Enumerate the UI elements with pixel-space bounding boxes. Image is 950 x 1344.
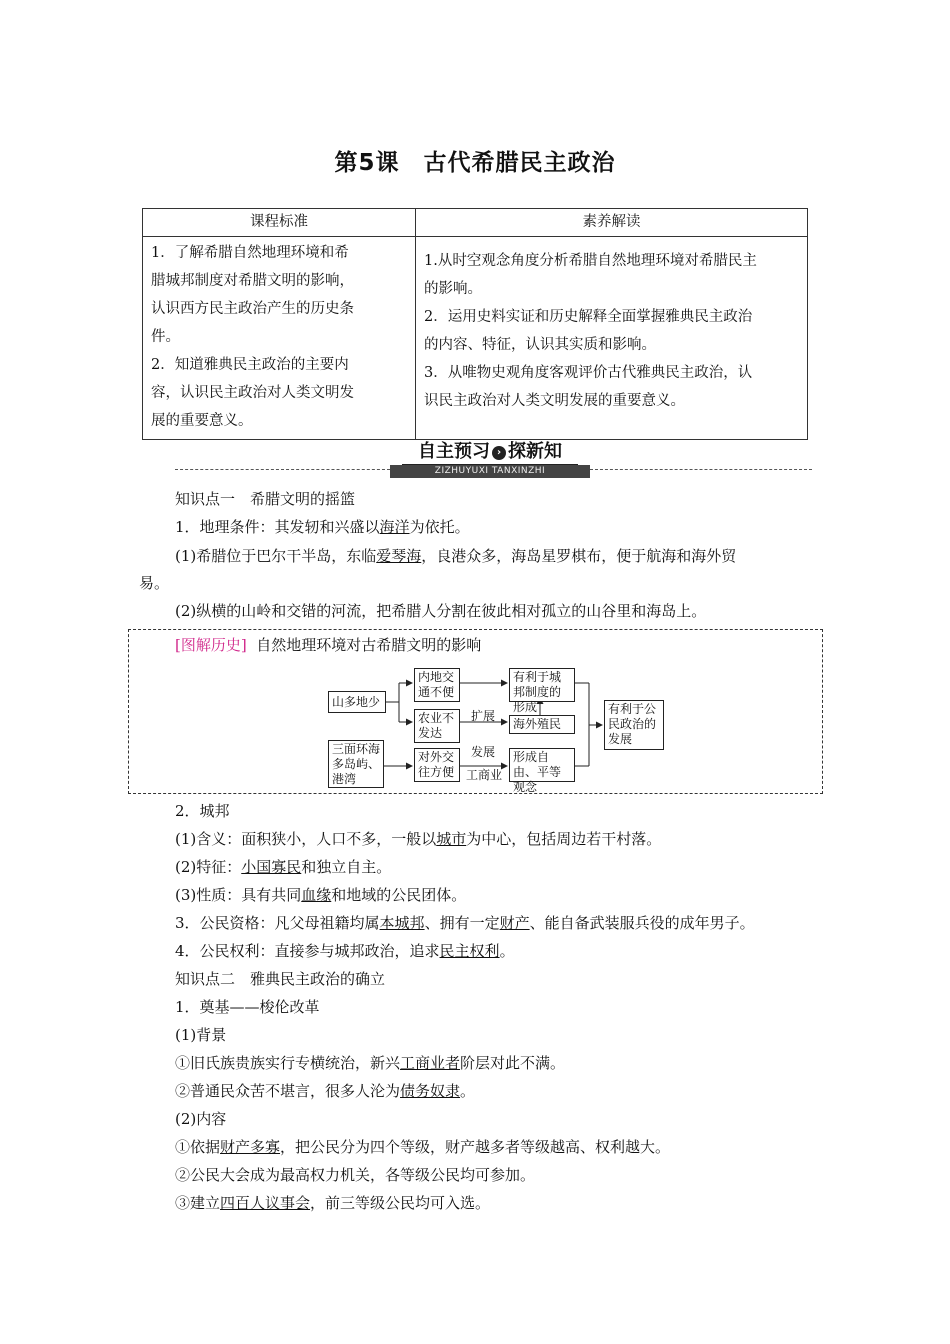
- diagram-tag: [图解历史]: [175, 636, 247, 654]
- section-heading: 2．城邦: [175, 802, 230, 820]
- key-term: 债务奴隶: [400, 1082, 461, 1100]
- node-democracy: 有利于公民政治的发展: [604, 700, 664, 750]
- standards-line: 件。: [151, 329, 180, 345]
- interpretation-line: 2．运用史料实证和历史解释全面掌握雅典民主政治: [424, 309, 753, 325]
- paragraph: 1．奠基——梭伦改革: [175, 998, 320, 1016]
- banner-divider-left: [175, 469, 390, 470]
- paragraph: (3)性质：具有共同血缘和地域的公民团体。: [175, 886, 467, 904]
- paragraph: (1)希腊位于巴尔干半岛，东临爱琴海，良港众多，海岛星罗棋布，便于航海和海外贸: [175, 547, 737, 565]
- node-freedom: 形成自由、平等观念: [509, 748, 575, 782]
- page-title: 第5课 古代希腊民主政治: [334, 150, 616, 176]
- standards-line: 容，认识民主政治对人类文明发: [151, 385, 354, 401]
- paragraph: ①旧氏族贵族实行专横统治，新兴工商业者阶层对此不满。: [175, 1054, 566, 1072]
- interpretation-line: 的内容、特征，认识其实质和影响。: [424, 337, 656, 353]
- table-header-standards: 课程标准: [143, 209, 416, 237]
- edge-label-expand: 扩展: [471, 709, 496, 723]
- edge-label-develop: 发展: [471, 745, 496, 759]
- edge-label-commerce: 工商业: [466, 768, 503, 782]
- standards-line: 1．了解希腊自然地理环境和希: [151, 245, 349, 261]
- node-colony: 海外殖民: [509, 715, 575, 734]
- paragraph: (1)含义：面积狭小，人口不多，一般以城市为中心，包括周边若干村落。: [175, 830, 662, 848]
- banner-right-text: 探新知: [508, 441, 562, 462]
- paragraph: 3．公民资格：凡父母祖籍均属本城邦、拥有一定财产、能自备武装服兵役的成年男子。: [175, 914, 755, 932]
- standards-line: 认识西方民主政治产生的历史条: [151, 301, 354, 317]
- key-term: 爱琴海: [376, 547, 422, 565]
- banner-left-text: 自主预习: [418, 441, 490, 462]
- table-header-interpretation: 素养解读: [416, 209, 808, 237]
- paragraph: ①依据财产多寡，把公民分为四个等级，财产越多者等级越高、权利越大。: [175, 1138, 671, 1156]
- node-inland-transport: 内地交通不便: [414, 668, 460, 702]
- node-city-state: 有利于城邦制度的形成: [509, 668, 575, 702]
- key-term: 工商业者: [400, 1054, 461, 1072]
- key-term: 财产多寡: [220, 1138, 281, 1156]
- standards-line: 展的重要意义。: [151, 413, 253, 429]
- paragraph: 4．公民权利：直接参与城邦政治，追求民主权利。: [175, 942, 515, 960]
- paragraph: ②公民大会成为最高权力机关，各等级公民均可参加。: [175, 1166, 536, 1184]
- key-term: 血缘: [301, 886, 332, 904]
- key-term: 四百人议事会: [220, 1194, 311, 1212]
- paragraph: (2)特征：小国寡民和独立自主。: [175, 858, 392, 876]
- key-term: 海洋: [379, 518, 410, 536]
- key-term: 本城邦: [379, 914, 425, 932]
- key-term: 民主权利: [439, 942, 500, 960]
- interpretation-line: 3．从唯物史观角度客观评价古代雅典民主政治，认: [424, 365, 753, 381]
- key-term: 财产: [499, 914, 530, 932]
- node-mountain: 山多地少: [328, 691, 386, 713]
- node-sea: 三面环海多岛屿、港湾: [328, 740, 384, 788]
- paragraph: (2)纵横的山岭和交错的河流，把希腊人分割在彼此相对孤立的山谷里和海岛上。: [175, 602, 707, 620]
- section-heading: 知识点一 希腊文明的摇篮: [175, 490, 356, 508]
- interpretation-line: 的影响。: [424, 281, 482, 297]
- interpretation-cell: [416, 237, 808, 440]
- section-banner: [175, 440, 812, 480]
- node-outward: 对外交往方便: [414, 748, 460, 782]
- paragraph: (2)内容: [175, 1110, 227, 1128]
- key-term: 小国寡民: [241, 858, 302, 876]
- paragraph: (1)背景: [175, 1026, 227, 1044]
- key-term: 城市: [436, 830, 467, 848]
- section-heading: 知识点二 雅典民主政治的确立: [175, 970, 386, 988]
- standards-line: 2．知道雅典民主政治的主要内: [151, 357, 349, 373]
- paragraph: ②普通民众苦不堪言，很多人沦为债务奴隶。: [175, 1082, 476, 1100]
- paragraph: 易。: [139, 574, 170, 592]
- banner-title: [402, 440, 578, 467]
- node-agriculture: 农业不发达: [414, 709, 460, 743]
- diagram-panel: [128, 629, 823, 794]
- paragraph: 1．地理条件：其发轫和兴盛以海洋为依托。: [175, 518, 470, 536]
- banner-pinyin: ZIZHUYUXI TANXINZHI: [390, 465, 590, 478]
- banner-divider-right: [590, 469, 812, 470]
- standards-cell: [143, 237, 416, 440]
- diagram-caption: [图解历史] 自然地理环境对古希腊文明的影响: [175, 636, 482, 654]
- paragraph: ③建立四百人议事会，前三等级公民均可入选。: [175, 1194, 491, 1212]
- arrow-right-icon: ›: [492, 446, 506, 460]
- standards-line: 腊城邦制度对希腊文明的影响，: [151, 273, 354, 289]
- curriculum-standards-table: [142, 208, 808, 440]
- interpretation-line: 1.从时空观念角度分析希腊自然地理环境对希腊民主: [424, 253, 757, 269]
- interpretation-line: 识民主政治对人类文明发展的重要意义。: [424, 393, 685, 409]
